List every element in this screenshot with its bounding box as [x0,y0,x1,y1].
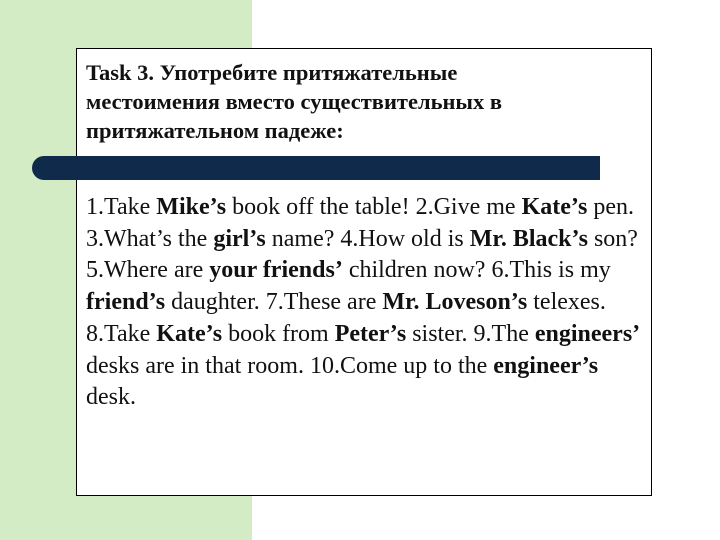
sentence-1-end: book off the table! [226,194,416,220]
sentence-8-middle: book from [222,320,335,347]
sentence-9-start: 9.The [473,320,535,347]
sentence-6-end: daughter. [165,289,266,316]
sentence-4-end: son? [587,225,638,252]
task-title-line-1: Task 3. Употребите притяжательные [86,60,458,85]
sentence-5-start: 5.Where are [86,257,210,284]
sentence-7-start: 7.These are [265,289,383,316]
task-title [86,58,642,145]
sentence-10-start: 10.Come up to the [309,352,494,379]
sentence-2-start: 2.Give me [415,194,522,220]
sentence-9-noun: engineers’ [534,320,641,347]
sentence-4-noun: Mr. Black’s [469,225,588,252]
sentence-1-noun: Mike’s [156,194,227,220]
task-title-line-2: местоимения вместо существительных в [86,89,503,114]
sentence-2-noun: Kate’s [521,194,588,220]
sentence-8-end: sister. [406,320,474,347]
sentence-2-end: pen. [587,194,634,220]
sentence-6-noun: friend’s [86,289,166,316]
sentence-4-start: 4.How old is [340,225,470,252]
sentence-3-noun: girl’s [213,225,266,252]
title-divider-bar [32,156,600,180]
sentence-9-end: desks are in that room. [86,352,310,379]
sentence-7-noun: Mr. Loveson’s [382,289,528,316]
sentence-7-end: telexes. [527,289,606,316]
sentence-8-noun-2: Peter’s [334,320,407,347]
sentence-5-end: children now? [342,257,492,284]
sentence-10-noun: engineer’s [493,352,599,379]
exercise-text [86,192,652,414]
sentence-5-noun: your friends’ [209,257,343,284]
task-title-line-3: притяжательном падеже: [86,118,344,143]
sentence-3-start: 3.What’s the [86,225,214,252]
sentence-8-noun-1: Kate’s [156,320,223,347]
sentence-10-end: desk. [86,384,136,411]
sentence-8-start: 8.Take [86,320,157,347]
sentence-6-start: 6.This is my [491,257,611,284]
sentence-3-end: name? [265,225,341,252]
sentence-1-start: 1.Take [86,194,157,220]
